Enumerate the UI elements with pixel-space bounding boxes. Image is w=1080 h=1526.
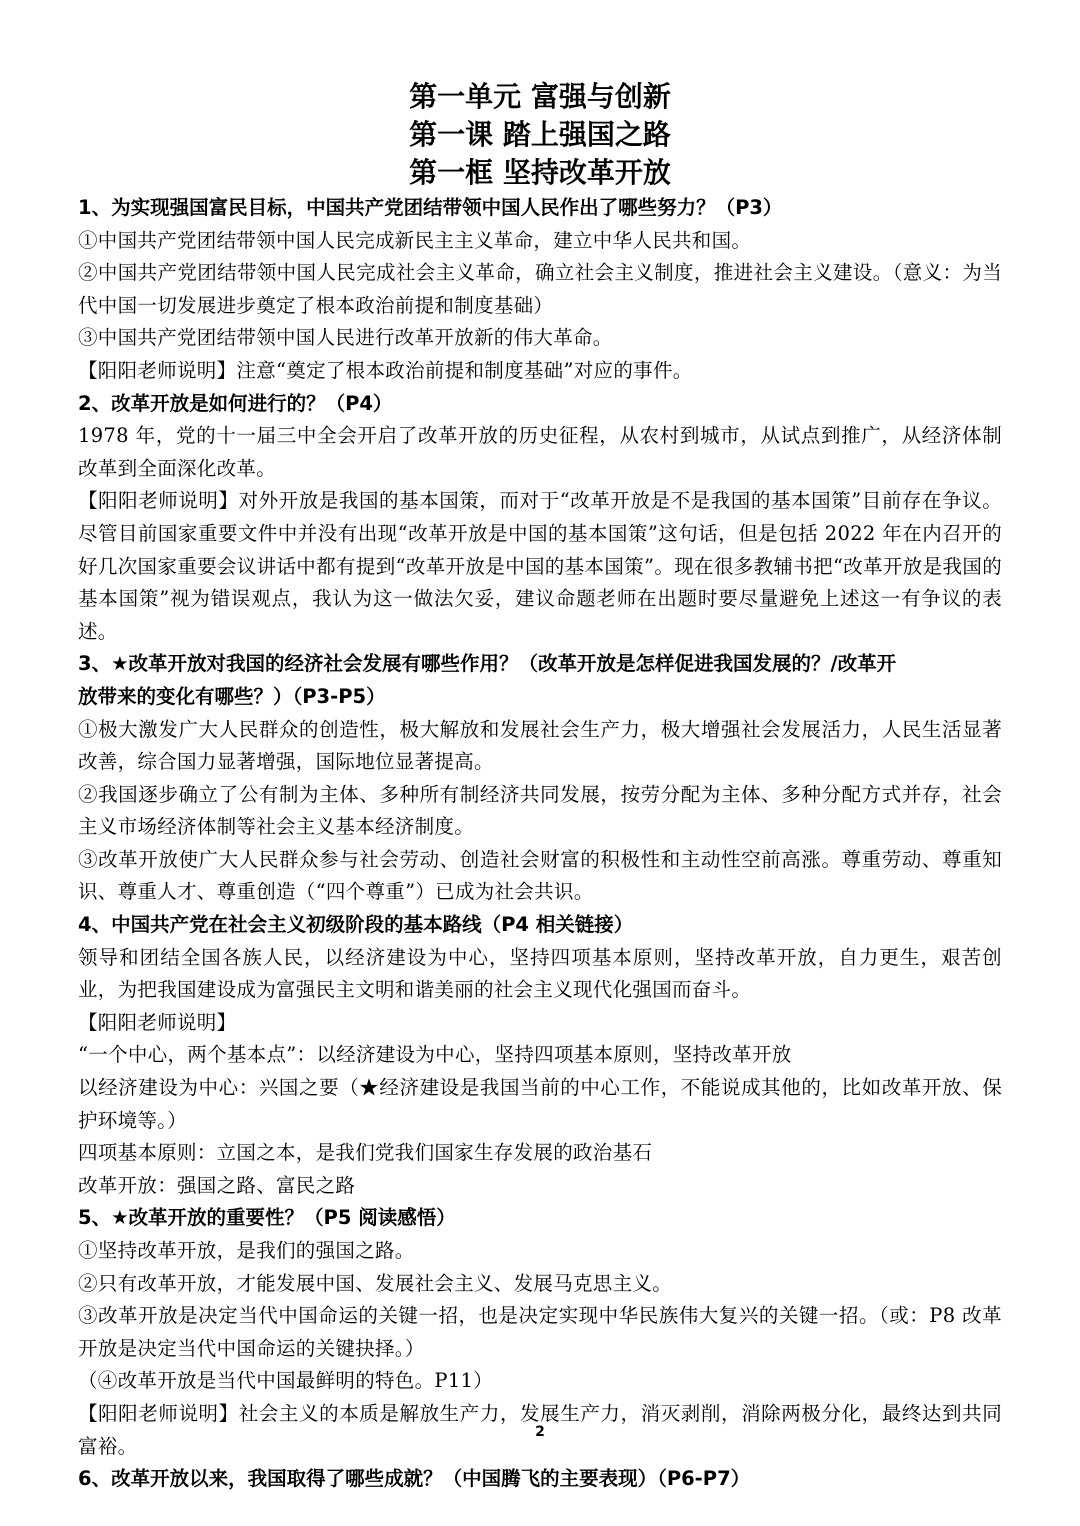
- q1-point-2: ②中国共产党团结带领中国人民完成社会主义革命，确立社会主义制度，推进社会主义建设。（意义：为当代中国一切发展进步奠定了根本政治前提和制度基础）: [78, 261, 1002, 317]
- document-page: [78, 78, 1002, 1496]
- question-3-heading-line-1: 3、★改革开放对我国的经济社会发展有哪些作用？（改革开放是怎样促进我国发展的？/改革开: [78, 652, 897, 676]
- q5-point-4: （④改革开放是当代中国最鲜明的特色。P11）: [78, 1369, 494, 1393]
- question-3-heading-line-2: 放带来的变化有哪些？）（P3-P5）: [78, 684, 386, 708]
- section-title: 第一框 坚持改革开放: [409, 156, 671, 189]
- question-4-heading: 4、中国共产党在社会主义初级阶段的基本路线（P4 相关链接）: [78, 913, 634, 937]
- question-5-heading: 5、★改革开放的重要性？（P5 阅读感悟）: [78, 1206, 456, 1230]
- q4-teacher-note-title: 【阳阳老师说明】: [78, 1010, 237, 1034]
- q1-teacher-note: 【阳阳老师说明】注意“奠定了根本政治前提和制度基础”对应的事件。: [78, 358, 693, 382]
- q3-point-2: ②我国逐步确立了公有制为主体、多种所有制经济共同发展，按劳分配为主体、多种分配方式并存，社会主义市场经济体制等社会主义基本经济制度。: [78, 782, 1002, 839]
- q3-point-1: ①极大激发广大人民群众的创造性，极大解放和发展社会生产力，极大增强社会发展活力，人民生活显著改善，综合国力显著增强，国际地位显著提高。: [78, 717, 1002, 774]
- q2-body: 1978 年，党的十一届三中全会开启了改革开放的历史征程，从农村到城市，从试点到推广，从经济体制改革到全面深化改革。: [78, 424, 1002, 480]
- q1-point-1: ①中国共产党团结带领中国人民完成新民主主义革命，建立中华人民共和国。: [78, 228, 752, 252]
- q5-point-2: ②只有改革开放，才能发展中国、发展社会主义、发展马克思主义。: [78, 1271, 673, 1295]
- question-2-heading: 2、改革开放是如何进行的？（P4）: [78, 391, 393, 415]
- q3-point-3: ③改革开放使广大人民群众参与社会劳动、创造社会财富的积极性和主动性空前高涨。尊重劳动、尊重知识、尊重人才、尊重创造（“四个尊重”）已成为社会共识。: [78, 847, 1002, 904]
- q4-note-2: 以经济建设为中心：兴国之要（★经济建设是我国当前的中心工作，不能说成其他的，比如改革开放、保护环境等。）: [78, 1076, 1002, 1132]
- question-6-heading: 6、改革开放以来，我国取得了哪些成就？（中国腾飞的主要表现）（P6-P7）: [78, 1467, 751, 1491]
- q5-point-3: ③改革开放是决定当代中国命运的关键一招，也是决定实现中华民族伟大复兴的关键一招。（或：P8 改革开放是决定当代中国命运的关键抉择。）: [78, 1304, 1002, 1360]
- lesson-title: 第一课 踏上强国之路: [409, 118, 671, 151]
- q4-body: 领导和团结全国各族人民，以经济建设为中心，坚持四项基本原则，坚持改革开放，自力更生，艰苦创业，为把我国建设成为富强民主文明和谐美丽的社会主义现代化强国而奋斗。: [78, 945, 1002, 1002]
- q5-point-1: ①坚持改革开放，是我们的强国之路。: [78, 1239, 415, 1262]
- q4-note-4: 改革开放：强国之路、富民之路: [78, 1173, 356, 1197]
- unit-title: 第一单元 富强与创新: [409, 80, 671, 113]
- question-1-heading: 1、为实现强国富民目标，中国共产党团结带领中国人民作出了哪些努力？（P3）: [78, 196, 783, 219]
- q5-teacher-note: 【阳阳老师说明】社会主义的本质是解放生产力，发展生产力，消灭剥削，消除两极分化，最终达到共同富裕。: [78, 1401, 1002, 1458]
- q4-note-1: “一个中心，两个基本点”：以经济建设为中心，坚持四项基本原则，坚持改革开放: [78, 1043, 792, 1067]
- page-number: 2: [535, 1424, 545, 1440]
- q2-teacher-note: 【阳阳老师说明】对外开放是我国的基本国策，而对于“改革开放是不是我国的基本国策”目前存在争议。尽管目前国家重要文件中并没有出现“改革开放是中国的基本国策”这句话，但是包括 2022 年在内召开的好几次国家重要会议讲话中都有提到“改革开放是中国的基本国策”。现在很多教辅书把“改革开放是我国的基本国策”视为错误观点，我认为这一做法欠妥，建议命题老师在出题时要尽量避免上述这一有争议的表述。: [78, 489, 1002, 643]
- q4-note-3: 四项基本原则：立国之本，是我们党我们国家生存发展的政治基石: [78, 1141, 653, 1165]
- q1-point-3: ③中国共产党团结带领中国人民进行改革开放新的伟大革命。: [78, 326, 613, 350]
